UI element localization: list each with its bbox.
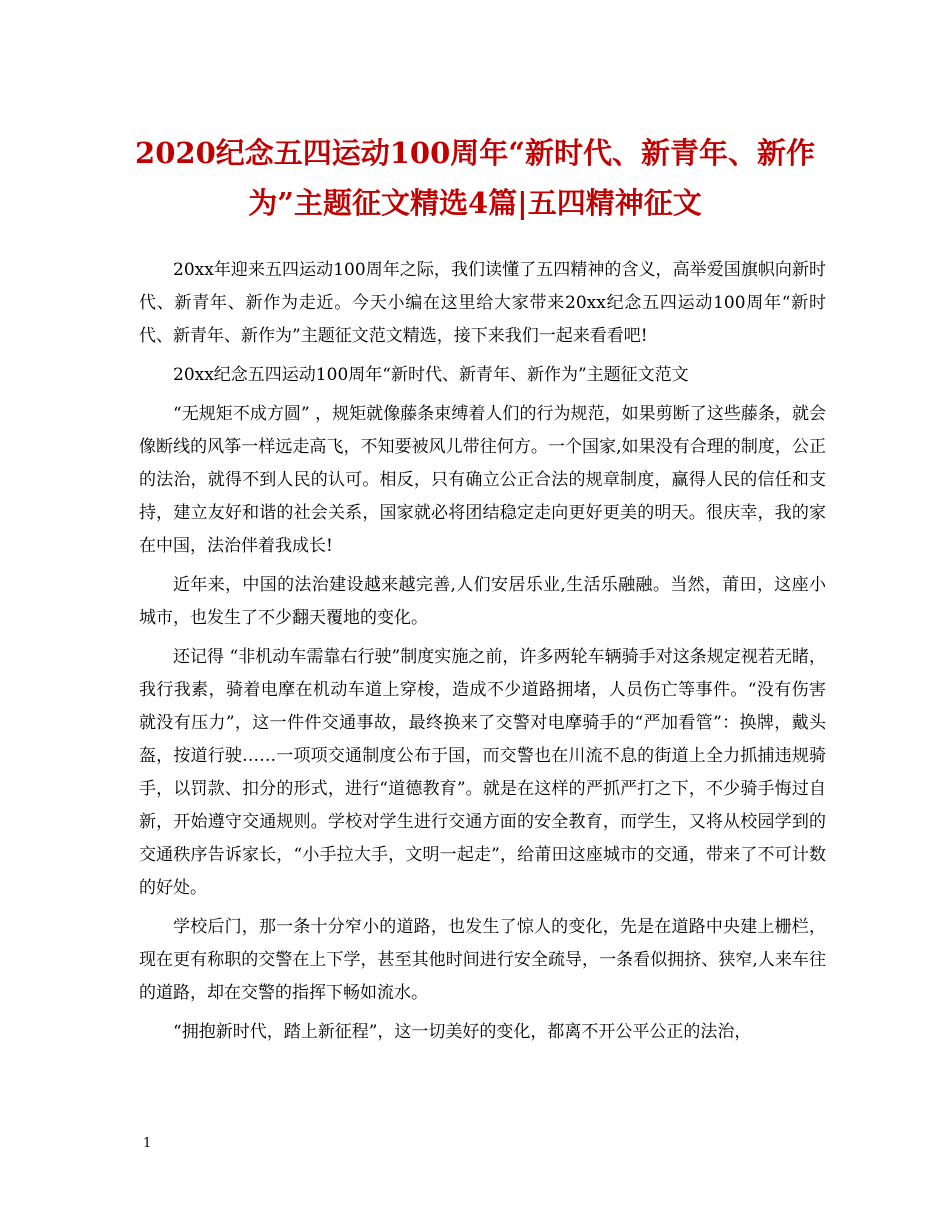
paragraph-traffic-rules: 还记得 “非机动车需靠右行驶”制度实施之前，许多两轮车辆骑手对这条规定视若无睹，我行我素，骑着电摩在机动车道上穿梭，造成不少道路拥堵，人员伤亡等事件。“没有伤害就没有压力”，这一件件交通事故，最终换来了交警对电摩骑手的“严加看管”：换牌，戴头盔，按道行驶……一项项交通制度公布于国，而交警也在川流不息的街道上全力抓捕违规骑手，以罚款、扣分的形式，进行“道德教育”。就是在这样的严抓严打之下，不少骑手悔过自新，开始遵守交通规则。学校对学生进行交通方面的安全教育，而学生，又将从校园学到的交通秩序告诉家长，“小手拉大手，文明一起走”，给莆田这座城市的交通，带来了不可计数的好处。 [139,647,826,898]
document-title: 2020纪念五四运动100周年“新时代、新青年、新作为”主题征文精选4篇|五四精神征文 [135,136,815,220]
paragraph-intro: 20xx年迎来五四运动100周年之际，我们读懂了五四精神的含义，高举爱国旗帜向新时代、新青年、新作为走近。今天小编在这里给大家带来20xx纪念五四运动100周年“新时代、新青年、新作为”主题征文范文精选，接下来我们一起来看看吧! [139,260,826,346]
document-body [139,254,826,1055]
page-number: 1 [143,1136,152,1151]
paragraph-new-era: “拥抱新时代，踏上新征程”，这一切美好的变化，都离不开公平公正的法治， [173,1022,752,1042]
paragraph-essay-heading: 20xx纪念五四运动100周年“新时代、新青年、新作为”主题征文范文 [173,365,689,385]
paragraph-rules: “无规矩不成方圆” ，规矩就像藤条束缚着人们的行为规范，如果剪断了这些藤条，就会像断线的风筝一样远走高飞，不知要被风儿带往何方。一个国家,如果没有合理的制度，公正的法治，就得不到人民的认可。相反，只有确立公正合法的规章制度，赢得人民的信任和支持，建立友好和谐的社会关系，国家就必将团结稳定走向更好更美的明天。很庆幸，我的家在中国，法治伴着我成长! [139,404,826,556]
paragraph-school-gate: 学校后门，那一条十分窄小的道路，也发生了惊人的变化，先是在道路中央建上栅栏，现在更有称职的交警在上下学，甚至其他时间进行安全疏导，一条看似拥挤、狭窄,人来车往的道路，却在交警的指挥下畅如流水。 [139,917,826,1003]
paragraph-recent-years: 近年来，中国的法治建设越来越完善,人们安居乐业,生活乐融融。当然，莆田，这座小城市，也发生了不少翻天覆地的变化。 [139,575,826,628]
